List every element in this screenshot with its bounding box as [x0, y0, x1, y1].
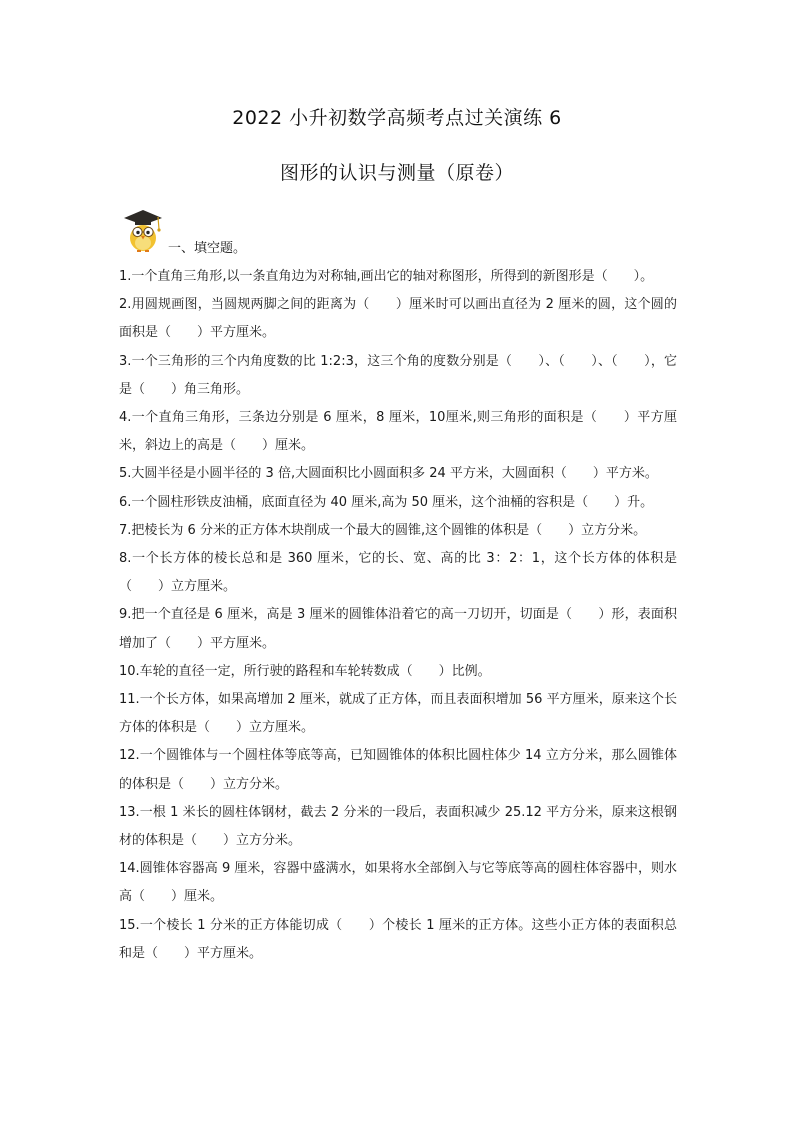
- question-item: 13.一根 1 米长的圆柱体钢材，截去 2 分米的一段后，表面积减少 25.12 平方分米，原来这根钢材的体积是（ ）立方分米。: [119, 804, 677, 849]
- question-item: 7.把棱长为 6 分米的正方体木块削成一个最大的圆锥,这个圆锥的体积是（ ）立方分米。: [119, 522, 647, 538]
- section-header: [118, 205, 418, 255]
- question-item: 5.大圆半径是小圆半径的 3 倍,大圆面积比小圆面积多 24 平方米，大圆面积（ ）平方米。: [119, 466, 658, 482]
- question-item: 12.一个圆锥体与一个圆柱体等底等高，已知圆锥体的体积比圆柱体少 14 立方分米，那么圆锥体的体积是（ ）立方分米。: [119, 748, 677, 792]
- question-item: 14.圆锥体容器高 9 厘米，容器中盛满水，如果将水全部倒入与它等底等高的圆柱体容器中，则水高（ ）厘米。: [119, 861, 677, 905]
- question-item: 15.一个棱长 1 分米的正方体能切成（ ）个棱长 1 厘米的正方体。这些小正方体的表面积总和是（ ）平方厘米。: [119, 917, 677, 961]
- question-item: 10.车轮的直径一定，所行驶的路程和车轮转数成（ ）比例。: [119, 663, 491, 679]
- question-item: 3.一个三角形的三个内角度数的比 1:2:3，这三个角的度数分别是（ ）、（ ）、（ ），它是（ ）角三角形。: [119, 353, 677, 397]
- scholar-owl-mascot-icon: [118, 205, 166, 253]
- question-item: 4.一个直角三角形，三条边分别是 6 厘米，8 厘米，10厘米,则三角形的面积是（ ）平方厘米，斜边上的高是（ ）厘米。: [119, 410, 677, 454]
- question-item: 1.一个直角三角形,以一条直角边为对称轴,画出它的轴对称图形，所得到的新图形是（ ）。: [119, 269, 654, 284]
- question-item: 9.把一个直径是 6 厘米，高是 3 厘米的圆锥体沿着它的高一刀切开，切面是（ ）形，表面积增加了（ ）平方厘米。: [119, 607, 677, 651]
- question-item: 6.一个圆柱形铁皮油桶，底面直径为 40 厘米,高为 50 厘米，这个油桶的容积是（ ）升。: [119, 494, 654, 510]
- question-item: 8.一个长方体的棱长总和是 360 厘米，它的长、宽、高的比 3：2：1，这个长方体的体积是（ ）立方厘米。: [119, 551, 677, 595]
- section-title: 一、填空题。: [168, 241, 247, 256]
- document-title: 2022 小升初数学高频考点过关演练 6: [232, 107, 562, 129]
- document-subtitle: 图形的认识与测量（原卷）: [279, 162, 514, 184]
- question-item: 11.一个长方体，如果高增加 2 厘米，就成了正方体，而且表面积增加 56 平方厘米，原来这个长方体的体积是（ ）立方厘米。: [119, 692, 677, 736]
- question-list: [119, 263, 677, 968]
- question-item: 2.用圆规画图，当圆规两脚之间的距离为（ ）厘米时可以画出直径为 2 厘米的圆，这个圆的面积是（ ）平方厘米。: [119, 297, 677, 341]
